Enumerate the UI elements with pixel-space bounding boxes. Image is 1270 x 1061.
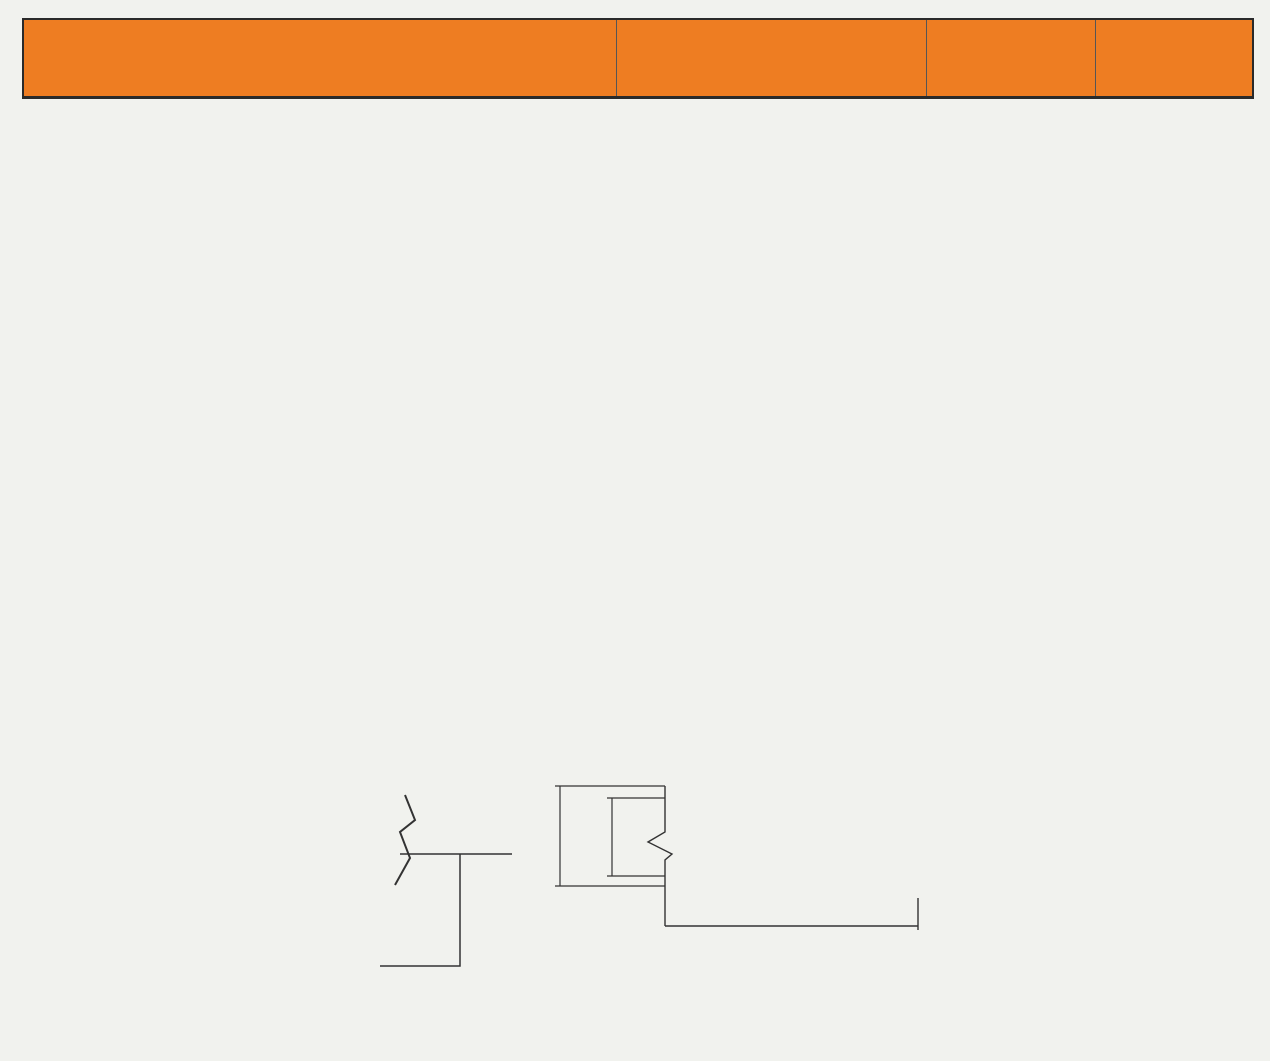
table-header-row <box>23 19 1253 98</box>
header-units <box>1095 19 1253 98</box>
dimension-drawing <box>555 786 918 930</box>
break-symbol <box>395 795 415 885</box>
wire-leader-line <box>380 854 512 966</box>
product-illustration <box>0 740 1270 1061</box>
header-testing-methods <box>616 19 926 98</box>
specifications-table <box>22 18 1254 99</box>
header-indexes <box>926 19 1095 98</box>
header-properties <box>23 19 616 98</box>
